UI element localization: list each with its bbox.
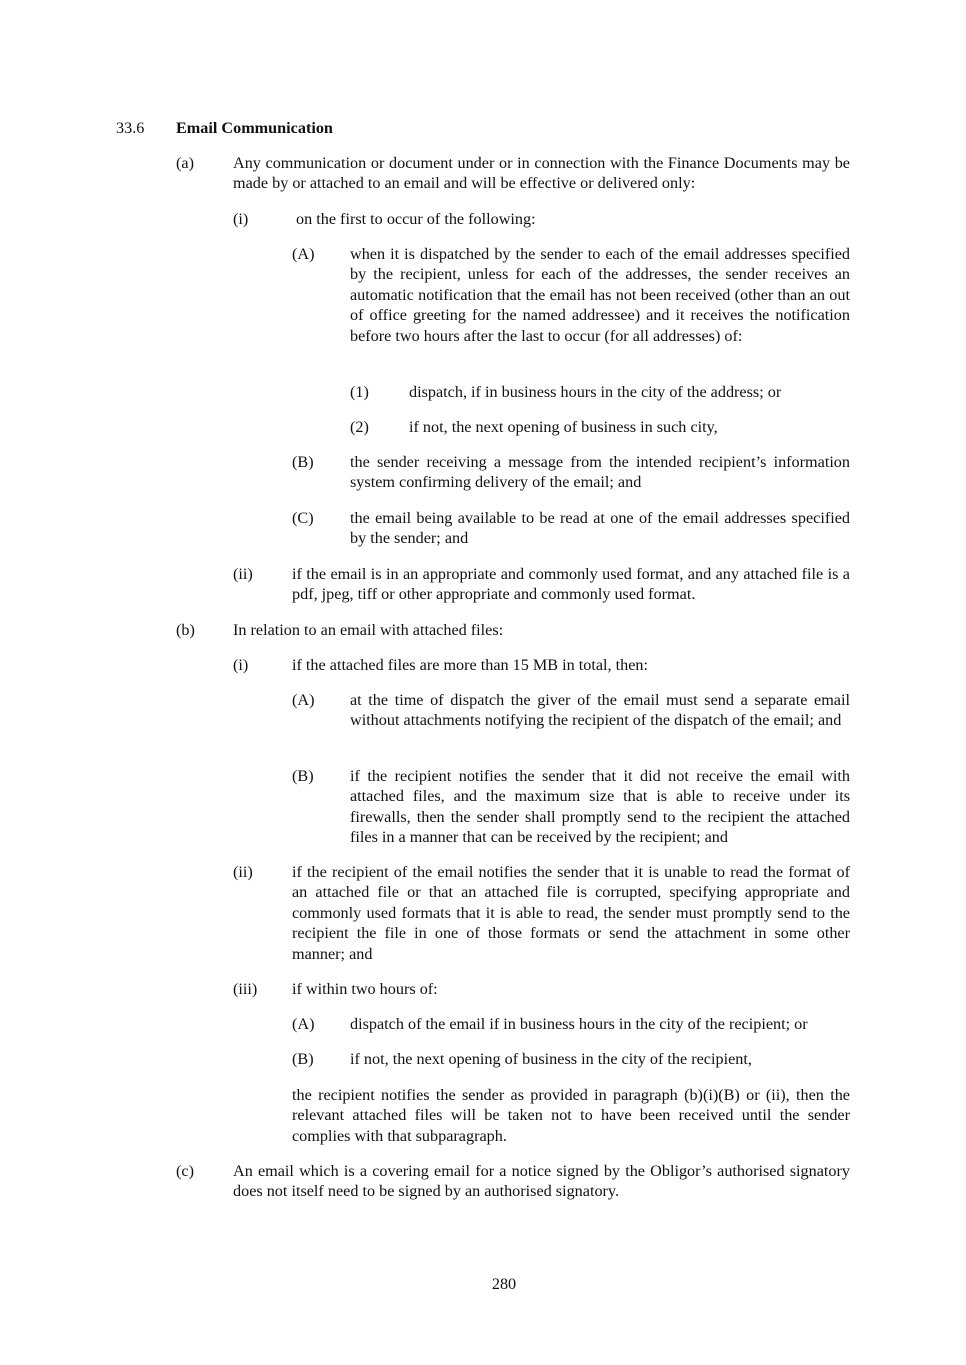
clause-text: on the first to occur of the following: bbox=[296, 210, 536, 228]
clause-label: (1) bbox=[350, 383, 369, 401]
clause-label: (i) bbox=[233, 656, 249, 674]
clause-b-iii-tail: the recipient notifies the sender as provided in paragraph (b)(i)(B) or (ii), then the relevant attached files will be taken not to have been received until the sender complies with that subparagraph. bbox=[292, 1086, 850, 1145]
clause-text: the email being available to be read at one of the email addresses specified by the sender; and bbox=[350, 509, 850, 548]
clause-label: (a) bbox=[176, 154, 194, 172]
clause-label: (B) bbox=[292, 453, 314, 471]
clause-text: when it is dispatched by the sender to each of the email addresses specified by the recipient, unless for each of the addresses, the sender receives an automatic notification that the email has not been received (other than an out of office greeting for the named addressee) and it receives the notification before two hours after the last to occur (for all addresses) of: bbox=[350, 245, 850, 345]
clause-text: if the recipient notifies the sender that it did not receive the email with attached files, and the maximum size that is able to receive under its firewalls, then the sender shall promptly send to the recipient the attached files in a manner that can be received by the recipient; and bbox=[350, 767, 850, 847]
clause-text: at the time of dispatch the giver of the email must send a separate email without attachments notifying the recipient of the dispatch of the email; and bbox=[350, 691, 850, 730]
clause-text: if not, the next opening of business in such city, bbox=[409, 418, 718, 436]
clause-text: In relation to an email with attached files: bbox=[233, 621, 504, 639]
clause-text: if the attached files are more than 15 MB in total, then: bbox=[292, 656, 649, 674]
clause-label: (i) bbox=[233, 210, 249, 228]
section-title: Email Communication bbox=[176, 119, 333, 137]
section-number: 33.6 bbox=[116, 119, 145, 137]
clause-text: Any communication or document under or in connection with the Finance Documents may be made by or attached to an email and will be effective or delivered only: bbox=[233, 154, 850, 193]
clause-label: (A) bbox=[292, 691, 315, 709]
clause-text: if the email is in an appropriate and commonly used format, and any attached file is a pdf, jpeg, tiff or other appropriate and commonly used format. bbox=[292, 565, 850, 604]
clause-text: if the recipient of the email notifies the sender that it is unable to read the format of an attached file or that an attached file is corrupted, specifying appropriate and commonly used formats that it is able to read, the sender must promptly send to the recipient the file in one of those formats or send the attachment in some other manner; and bbox=[292, 863, 850, 963]
clause-text: if within two hours of: bbox=[292, 980, 438, 998]
clause-label: (B) bbox=[292, 767, 314, 785]
clause-text: dispatch of the email if in business hours in the city of the recipient; or bbox=[350, 1015, 808, 1033]
clause-text: An email which is a covering email for a notice signed by the Obligor’s authorised signatory does not itself need to be signed by an authorised signatory. bbox=[233, 1162, 850, 1201]
clause-label: (B) bbox=[292, 1050, 314, 1068]
clause-label: (A) bbox=[292, 1015, 315, 1033]
clause-label: (ii) bbox=[233, 565, 253, 583]
clause-text: dispatch, if in business hours in the city of the address; or bbox=[409, 383, 782, 401]
clause-label: (C) bbox=[292, 509, 314, 527]
clause-label: (A) bbox=[292, 245, 315, 263]
clause-label: (2) bbox=[350, 418, 369, 436]
clause-label: (b) bbox=[176, 621, 195, 639]
page-number: 280 bbox=[491, 1275, 517, 1293]
clause-text: if not, the next opening of business in the city of the recipient, bbox=[350, 1050, 752, 1068]
clause-label: (ii) bbox=[233, 863, 253, 881]
clause-label: (iii) bbox=[233, 980, 258, 998]
clause-text: the sender receiving a message from the intended recipient’s information system confirming delivery of the email; and bbox=[350, 453, 850, 492]
clause-label: (c) bbox=[176, 1162, 194, 1180]
